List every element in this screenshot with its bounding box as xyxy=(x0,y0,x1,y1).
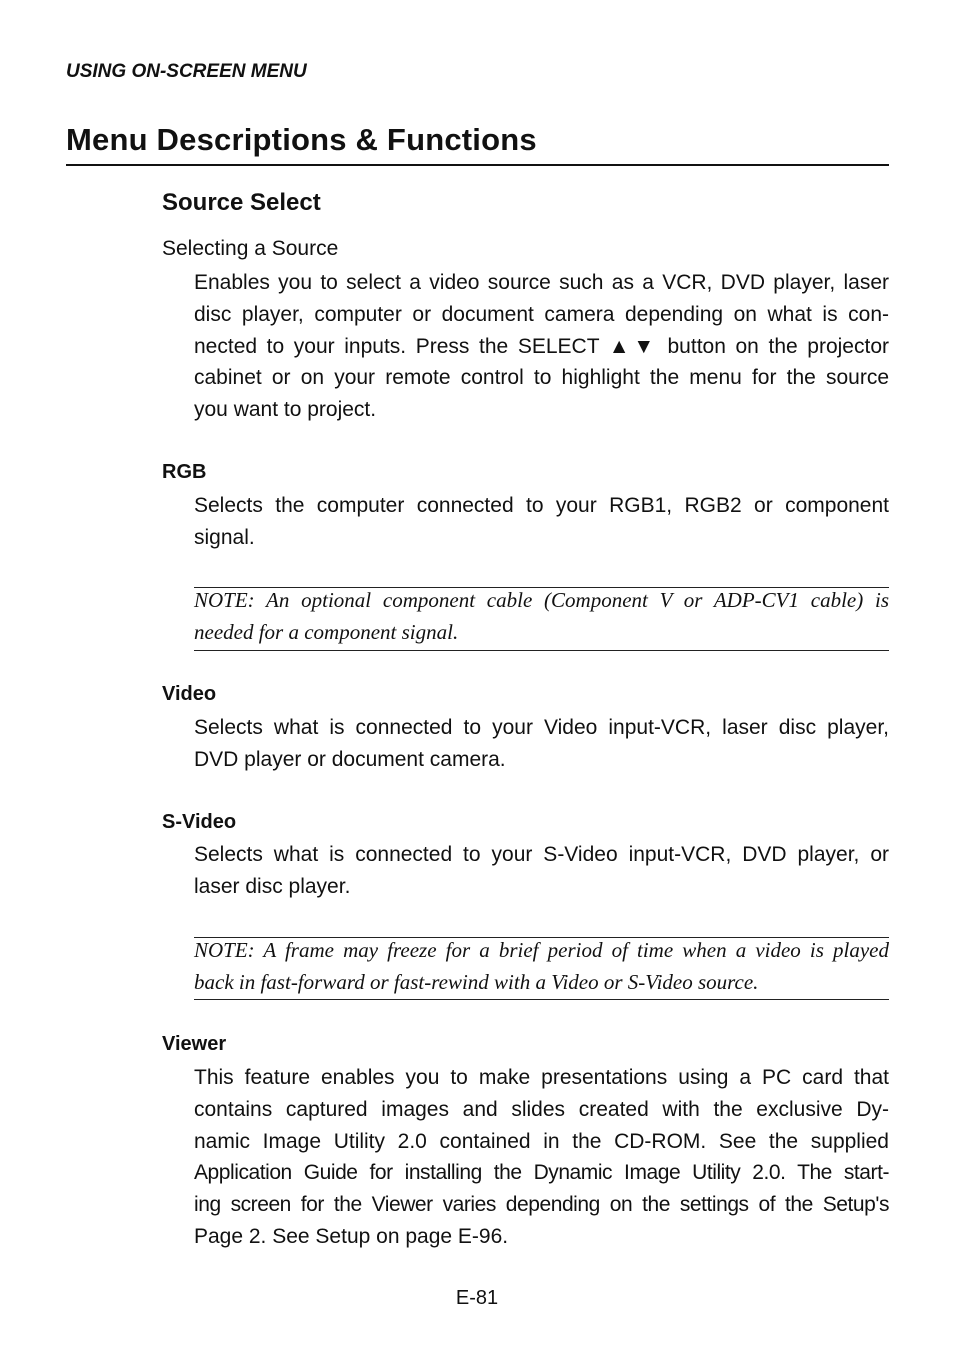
text-line: This feature enables you to make presentations using a PC card that xyxy=(194,1066,889,1089)
note-line: NOTE: An optional component cable (Component V or ADP-CV1 cable) is xyxy=(194,588,889,612)
text-line: Enables you to select a video source such as a VCR, DVD player, laser xyxy=(194,271,889,294)
text-line: laser disc player. xyxy=(194,874,351,898)
note-rule-bottom xyxy=(194,999,889,1000)
page-number: E-81 xyxy=(455,1287,499,1309)
svideo-label: S-Video xyxy=(162,811,237,833)
note-line: NOTE: A frame may freeze for a brief period of time when a video is played xyxy=(194,938,889,962)
rgb-note xyxy=(194,585,889,649)
page-title: Menu Descriptions & Functions xyxy=(66,122,537,157)
text-line: Selects what is connected to your S-Video input-VCR, DVD player, or xyxy=(194,843,889,866)
text-line: Selects the computer connected to your RGB1, RGB2 or component xyxy=(194,494,889,517)
text-line: contains captured images and slides created with the exclusive Dy- xyxy=(194,1097,889,1121)
text-line: you want to project. xyxy=(194,398,377,422)
rgb-label: RGB xyxy=(162,461,207,483)
viewer-description xyxy=(194,1062,889,1253)
svideo-description xyxy=(194,839,889,903)
section-heading: Source Select xyxy=(162,189,321,216)
note-rule-bottom xyxy=(194,650,889,651)
svideo-note xyxy=(194,935,889,999)
video-label: Video xyxy=(162,683,217,705)
intro-paragraph xyxy=(194,267,889,426)
title-underline xyxy=(66,164,889,166)
text-line: Page 2. See Setup on page E-96. xyxy=(194,1224,509,1248)
text-line: Selects what is connected to your Video input-VCR, laser disc player, xyxy=(194,716,889,739)
text-line: nected to your inputs. Press the SELECT ▲▼ button on the projector xyxy=(194,334,889,358)
video-description xyxy=(194,712,889,776)
text-line: DVD player or document camera. xyxy=(194,747,506,771)
note-line: back in fast-forward or fast-rewind with a Video or S-Video source. xyxy=(194,969,759,994)
note-line: needed for a component signal. xyxy=(194,619,459,644)
text-line: ing screen for the Viewer varies depending on the settings of the Setup's xyxy=(194,1193,889,1217)
rgb-description xyxy=(194,490,889,554)
section-subheading: Selecting a Source xyxy=(162,237,339,260)
text-line: Application Guide for installing the Dynamic Image Utility 2.0. The start- xyxy=(194,1161,889,1185)
viewer-label: Viewer xyxy=(162,1033,227,1055)
text-line: cabinet or on your remote control to highlight the menu for the source xyxy=(194,366,889,390)
text-line: disc player, computer or document camera depending on what is con- xyxy=(194,302,889,326)
text-line: signal. xyxy=(194,525,255,549)
running-head: USING ON-SCREEN MENU xyxy=(66,61,307,82)
text-line: namic Image Utility 2.0 contained in the CD-ROM. See the supplied xyxy=(194,1129,889,1153)
